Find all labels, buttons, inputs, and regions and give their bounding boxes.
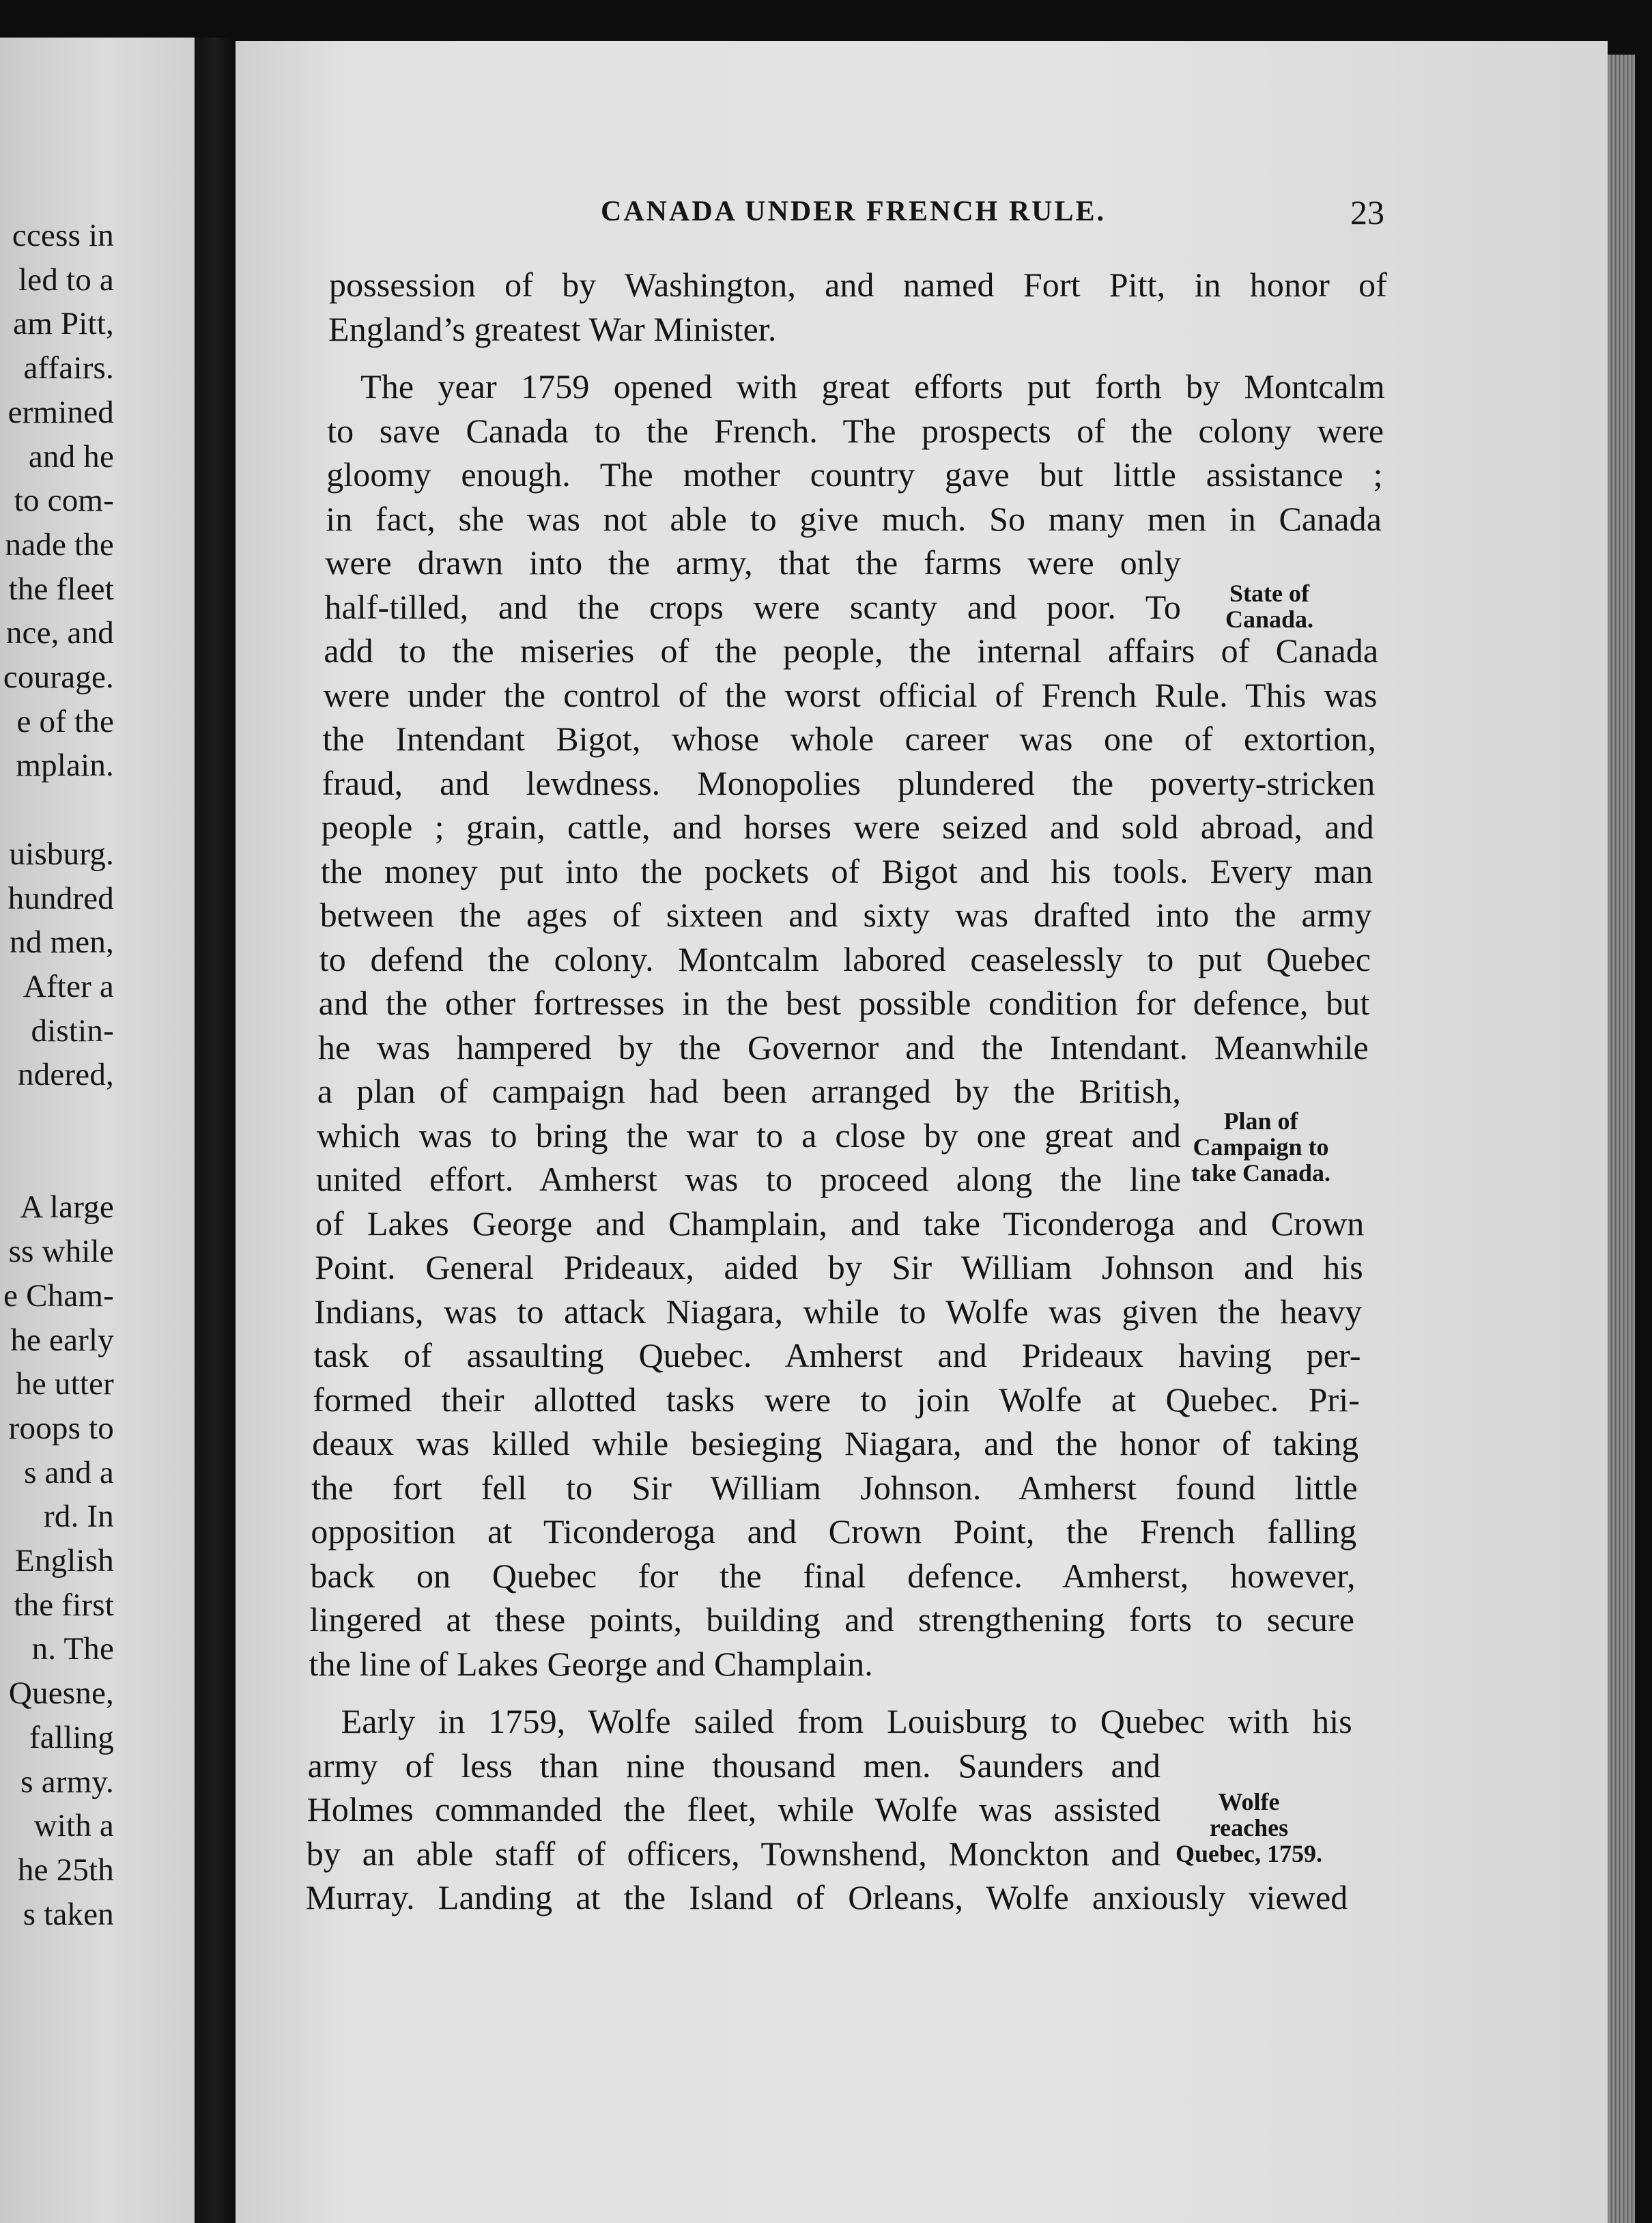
left-page-line: s taken (23, 1896, 114, 1932)
body-line: deaux was killed while besieging Niagara, and the honor of taking (312, 1424, 1359, 1462)
body-line: in fact, she was not able to give much. So many men in Canada (326, 499, 1382, 538)
left-page-line: uisburg. (9, 836, 114, 872)
left-page-line: After a (23, 968, 114, 1004)
left-page-line: roops to (8, 1410, 114, 1446)
left-page-line: e Cham- (3, 1277, 114, 1314)
body-line: by an able staff of officers, Townshend, Monckton and (306, 1834, 1160, 1873)
body-line: he was hampered by the Governor and the Intendant. Meanwhile (317, 1028, 1369, 1066)
left-page-line: ermined (8, 394, 114, 430)
left-page-line: rd. In (43, 1499, 114, 1535)
side-note-wolfe-reaches-quebec: Wolfe reaches Quebec, 1759. (1176, 1788, 1322, 1867)
left-page-line: he 25th (17, 1852, 114, 1888)
left-page-line: mplain. (16, 748, 114, 784)
body-line: were under the control of the worst official of French Rule. This was (323, 675, 1378, 714)
left-page-line: he early (10, 1322, 114, 1358)
body-line: formed their allotted tasks were to join Wolfe at Quebec. Pri- (313, 1380, 1360, 1419)
body-line: task of assaulting Quebec. Amherst and Prideaux having per- (313, 1336, 1361, 1374)
body-line: opposition at Ticonderoga and Crown Point, the French falling (311, 1512, 1357, 1551)
body-line: the line of Lakes George and Champlain. (309, 1644, 873, 1683)
body-line: people ; grain, cattle, and horses were seized and sold abroad, and (321, 808, 1374, 846)
left-page-line: with a (33, 1808, 114, 1844)
body-line: united effort. Amherst was to proceed along the line (316, 1160, 1181, 1198)
left-page-line: falling (29, 1719, 114, 1755)
body-line: England’s greatest War Minister. (328, 309, 777, 348)
body-line: fraud, and lewdness. Monopolies plundered the poverty-stricken (322, 763, 1376, 802)
body-line: Indians, was to attack Niagara, while to Wolfe was given the heavy (314, 1292, 1363, 1331)
left-page-line: e of the (16, 703, 114, 739)
left-page-line: courage. (3, 660, 114, 695)
left-page-line: the fleet (8, 571, 114, 607)
left-page-line: s army. (20, 1764, 114, 1800)
left-page-line: English (14, 1543, 114, 1578)
page-number: 23 (1350, 193, 1384, 231)
body-line: Holmes commanded the fleet, while Wolfe was assisted (307, 1790, 1160, 1828)
body-line: a plan of campaign had been arranged by the British, (317, 1072, 1181, 1110)
left-page-line: ss while (8, 1234, 114, 1270)
left-page-line: the first (14, 1587, 114, 1623)
page-edge (1608, 55, 1635, 2223)
left-page-line: n. The (31, 1631, 114, 1667)
body-line: back on Quebec for the final defence. Amherst, however, (310, 1556, 1356, 1595)
left-page-line: A large (20, 1189, 114, 1226)
body-line: to save Canada to the French. The prospects of the colony were (327, 411, 1384, 450)
left-page-line: and he (28, 438, 114, 475)
left-page-line: ndered, (17, 1057, 114, 1093)
left-page-line: to com- (14, 483, 114, 519)
left-page-line: distin- (31, 1013, 114, 1049)
body-line: to defend the colony. Montcalm labored ceaselessly to put Quebec (319, 939, 1371, 978)
body-line: lingered at these points, building and strengthening forts to secure (309, 1600, 1354, 1639)
left-page-line: nade the (5, 526, 114, 563)
body-line: The year 1759 opened with great efforts put forth by Montcalm (360, 367, 1385, 406)
left-page-line: hundred (8, 880, 114, 916)
left-page-line: s and a (24, 1454, 114, 1490)
body-line: which was to bring the war to a close by one great and (316, 1116, 1181, 1155)
body-line: were drawn into the army, that the farms were only (325, 543, 1181, 582)
body-line: half-tilled, and the crops were scanty and poor. To (324, 587, 1181, 626)
left-page-line: ccess in (12, 218, 114, 253)
left-page-line: am Pitt, (13, 306, 114, 342)
body-line: Point. General Prideaux, aided by Sir William Johnson and his (315, 1248, 1363, 1286)
left-page-line: Quesne, (8, 1675, 114, 1712)
running-head: CANADA UNDER FRENCH RULE. (601, 196, 1107, 227)
left-page-line: nd men, (10, 924, 114, 961)
body-line: between the ages of sixteen and sixty was drafted into the army (319, 896, 1372, 934)
body-line: the money put into the pockets of Bigot and his tools. Every man (320, 851, 1373, 890)
side-note-state-of-canada: State of Canada. (1225, 580, 1314, 633)
book-gutter (195, 38, 236, 2223)
left-page-line: affairs. (23, 350, 114, 386)
body-line: Early in 1759, Wolfe sailed from Louisburg to Quebec with his (341, 1702, 1352, 1740)
body-line: gloomy enough. The mother country gave but little assistance ; (326, 455, 1383, 494)
body-line: the fort fell to Sir William Johnson. Amherst found little (311, 1468, 1358, 1507)
left-page (0, 38, 195, 2223)
body-line: of Lakes George and Champlain, and take Ticonderoga and Crown (315, 1204, 1365, 1243)
left-page-line: nce, and (5, 615, 114, 651)
left-page-line: led to a (18, 261, 114, 298)
side-note-plan-of-campaign: Plan of Campaign to take Canada. (1191, 1107, 1331, 1187)
left-page-line: he utter (16, 1366, 114, 1402)
body-line: the Intendant Bigot, whose whole career was one of extortion, (322, 720, 1376, 758)
body-line: Murray. Landing at the Island of Orleans, Wolfe anxiously viewed (305, 1878, 1348, 1916)
body-line: possession of by Washington, and named Fort Pitt, in honor of (329, 266, 1387, 304)
body-line: army of less than nine thousand men. Saunders and (307, 1746, 1160, 1785)
body-line: add to the miseries of the people, the internal affairs of Canada (324, 632, 1379, 670)
body-line: and the other fortresses in the best possible condition for defence, but (318, 984, 1370, 1022)
